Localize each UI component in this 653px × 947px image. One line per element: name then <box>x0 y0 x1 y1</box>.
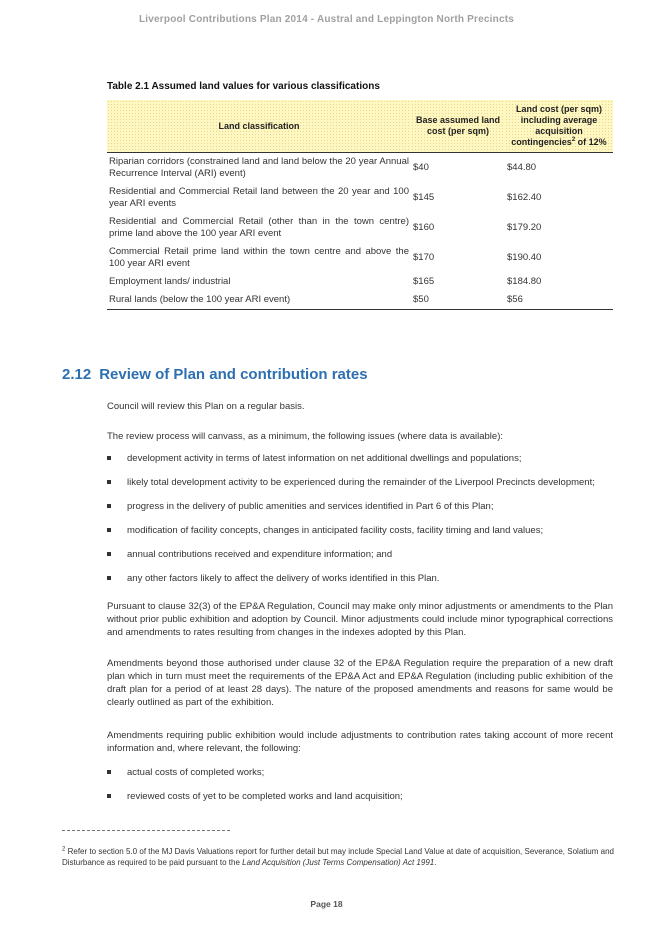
cell-base: $40 <box>413 162 429 173</box>
header-base-cost: Base assumed land cost (per sqm) <box>411 100 505 153</box>
bullet-icon <box>107 456 111 460</box>
paragraph: Amendments beyond those authorised under clause 32 of the EP&A Regulation require the preparation of a new draft plan which in turn must meet the requirements of the EP&A Act and EP&A Regulation (including public exhibition of the draft plan for a period of at least 28 days). The nature of the proposed amendments and reasons for same would be clearly outlined as part of the exhibition. <box>107 658 613 708</box>
footnote-ref: 2 <box>571 137 576 143</box>
table-row <box>107 153 613 184</box>
section-heading <box>62 366 368 383</box>
list-item: actual costs of completed works; <box>107 766 613 779</box>
footnote: $^2$ Refer to section 5.0 of the MJ Davis Valuations report for further detail but may include Special Land Value at date of acquisition, Severance, Solatium and Disturbance as required to be paid pursuant to the Land Acquisition (Just Terms Compensation) Act 1991. <box>62 846 614 867</box>
footnote-marker: 2 <box>62 846 66 853</box>
table-row <box>107 183 613 213</box>
header-land-classification: Land classification <box>107 100 411 153</box>
list-item: annual contributions received and expenditure information; and <box>107 548 613 561</box>
section-number: 2.12 <box>62 366 92 383</box>
cell-contingency: $162.40 <box>507 192 542 203</box>
table-row <box>107 291 613 310</box>
list-item: reviewed costs of yet to be completed works and land acquisition; <box>107 790 613 803</box>
bullet-icon <box>107 528 111 532</box>
act-title: Land Acquisition (Just Terms Compensation) Act 1991 <box>242 858 435 867</box>
paragraph: The review process will canvass, as a minimum, the following issues (where data is available): <box>107 431 503 442</box>
table-header-row <box>107 100 613 153</box>
land-values-table <box>107 100 613 310</box>
cell-classification: Commercial Retail prime land within the town centre and above the 100 year ARI event <box>109 246 409 269</box>
bullet-icon <box>107 552 111 556</box>
list-item: modification of facility concepts, changes in anticipated facility costs, facility timing and land values; <box>107 524 613 537</box>
bullet-icon <box>107 480 111 484</box>
section-title: Review of Plan and contribution rates <box>99 366 368 383</box>
bullet-list <box>107 766 613 803</box>
list-item: likely total development activity to be experienced during the remainder of the Liverpool Precincts development; <box>107 476 613 489</box>
cell-classification: Residential and Commercial Retail (other than in the town centre) prime land above the 100 year ARI event <box>109 216 409 239</box>
bullet-icon <box>107 504 111 508</box>
cell-base: $170 <box>413 252 435 263</box>
table-row <box>107 273 613 291</box>
list-item: progress in the delivery of public amenities and services identified in Part 6 of this Plan; <box>107 500 613 513</box>
table-row <box>107 213 613 243</box>
table-caption: Table 2.1 Assumed land values for various classifications <box>107 81 380 92</box>
cell-contingency: $179.20 <box>507 222 542 233</box>
list-item: any other factors likely to affect the delivery of works identified in this Plan. <box>107 572 613 585</box>
list-item: development activity in terms of latest information on net additional dwellings and populations; <box>107 452 613 465</box>
cell-contingency: $190.40 <box>507 252 542 263</box>
cell-base: $165 <box>413 276 435 287</box>
running-header: Liverpool Contributions Plan 2014 - Austral and Leppington North Precincts <box>138 14 515 25</box>
cell-base: $145 <box>413 192 435 203</box>
paragraph: Pursuant to clause 32(3) of the EP&A Regulation, Council may make only minor adjustments or amendments to the Plan without prior public exhibition and adoption by Council. Minor adjustments could include minor typographical corrections and amendments to rates resulting from changes in the indexes adopted by this Plan. <box>107 601 613 638</box>
table-row <box>107 243 613 273</box>
bullet-list <box>107 452 613 585</box>
cell-contingency: $184.80 <box>507 276 542 287</box>
paragraph: Amendments requiring public exhibition would include adjustments to contribution rates taking account of more recent information and, where relevant, the following: <box>107 730 613 754</box>
cell-base: $160 <box>413 222 435 233</box>
cell-base: $50 <box>413 294 429 305</box>
cell-classification: Employment lands/ industrial <box>109 276 231 287</box>
cell-classification: Residential and Commercial Retail land between the 20 year and 100 year ARI events <box>109 186 409 209</box>
cell-classification: Rural lands (below the 100 year ARI event) <box>109 294 291 305</box>
paragraph: Council will review this Plan on a regular basis. <box>107 401 305 412</box>
page-number: Page 18 <box>310 899 343 909</box>
header-cost-with-contingency: Land cost (per sqm) including average acquisition contingencies$^2$ of 12% <box>505 100 613 153</box>
cell-contingency: $44.80 <box>507 162 537 173</box>
footnote-divider <box>62 830 230 831</box>
bullet-icon <box>107 794 111 798</box>
cell-contingency: $56 <box>507 294 523 305</box>
bullet-icon <box>107 770 111 774</box>
cell-classification: Riparian corridors (constrained land and land below the 20 year Annual Recurrence Interval (ARI) event) <box>109 156 409 179</box>
bullet-icon <box>107 576 111 580</box>
